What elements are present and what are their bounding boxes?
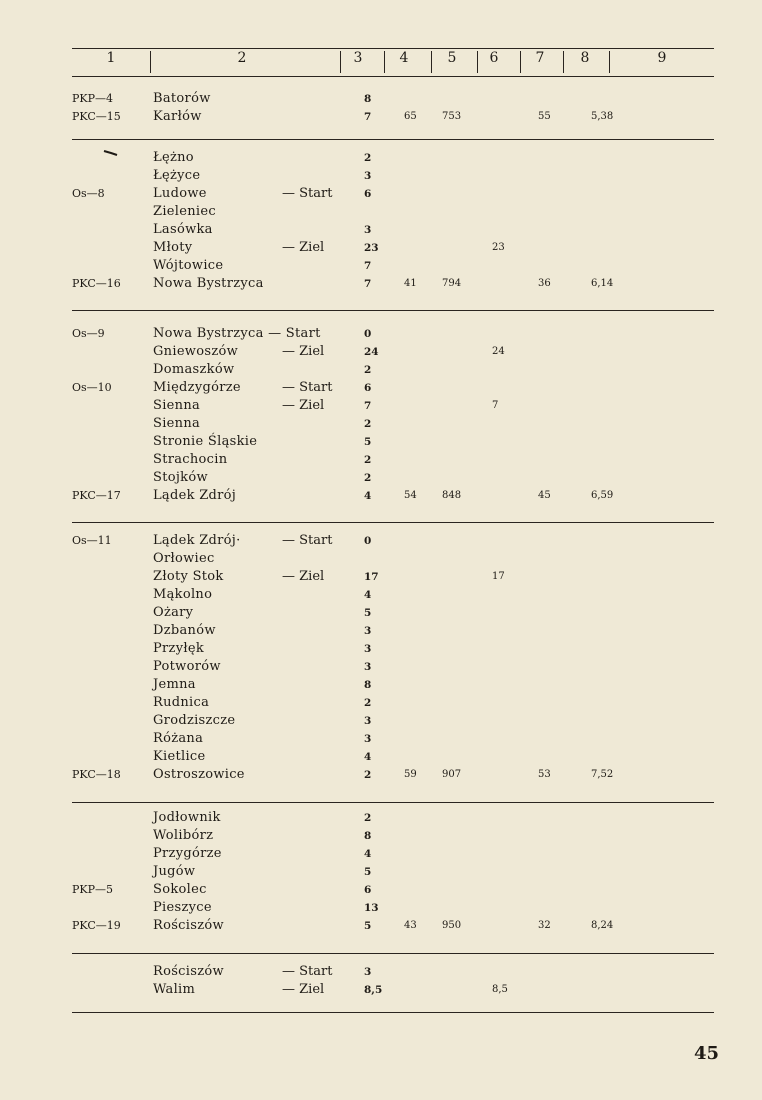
cell-c2: Kietlice bbox=[153, 749, 206, 764]
cell-c2: Lasówka bbox=[153, 222, 213, 237]
cell-c3: 6 bbox=[364, 884, 372, 896]
cell-c1: PKC—17 bbox=[72, 489, 121, 502]
group-divider-rule bbox=[72, 802, 714, 803]
cell-c3: 2 bbox=[364, 812, 372, 824]
cell-c3: 0 bbox=[364, 328, 372, 340]
column-separator bbox=[340, 51, 341, 73]
column-separator bbox=[609, 51, 610, 73]
cell-c3: 3 bbox=[364, 643, 372, 655]
page-number: 45 bbox=[694, 1043, 720, 1064]
column-separator bbox=[563, 51, 564, 73]
group-divider-rule bbox=[72, 953, 714, 954]
cell-c1: Os—8 bbox=[72, 187, 105, 200]
cell-c5: 848 bbox=[442, 490, 462, 501]
cell-c2: Jodłownik bbox=[153, 810, 221, 825]
column-separator bbox=[477, 51, 478, 73]
column-header-6: 6 bbox=[489, 50, 499, 66]
cell-c3: 0 bbox=[364, 535, 372, 547]
cell-c5: 907 bbox=[442, 769, 462, 780]
cell-c3: 2 bbox=[364, 697, 372, 709]
column-separator bbox=[384, 51, 385, 73]
group-divider-rule bbox=[72, 139, 714, 140]
cell-c1: Os—11 bbox=[72, 534, 112, 547]
cell-c2: Sienna bbox=[153, 398, 201, 413]
cell-c3: 3 bbox=[364, 733, 372, 745]
cell-c2: Ludowe bbox=[153, 186, 207, 201]
group-divider-rule bbox=[72, 310, 714, 311]
cell-c1: PKC—19 bbox=[72, 919, 121, 932]
column-header-4: 4 bbox=[399, 50, 409, 66]
cell-c2: Zieleniec bbox=[153, 204, 216, 219]
cell-c4: 59 bbox=[404, 769, 417, 780]
column-separator bbox=[431, 51, 432, 73]
cell-c4: 65 bbox=[404, 111, 417, 122]
column-header-8: 8 bbox=[580, 50, 590, 66]
cell-c2: Wójtowice bbox=[153, 258, 224, 273]
cell-c2: Nowa Bystrzyca bbox=[153, 276, 264, 291]
cell-c6: 8,5 bbox=[492, 984, 508, 995]
cell-c3: 17 bbox=[364, 571, 379, 583]
cell-c2: Dzbanów bbox=[153, 623, 216, 638]
cell-c3: 5 bbox=[364, 866, 372, 878]
cell-sl: — Start bbox=[282, 964, 333, 979]
column-header-5: 5 bbox=[447, 50, 457, 66]
cell-c2: Ostroszowice bbox=[153, 767, 245, 782]
column-separator bbox=[150, 51, 151, 73]
cell-c2: Potworów bbox=[153, 659, 221, 674]
column-header-9: 9 bbox=[657, 50, 667, 66]
column-header-2: 2 bbox=[237, 50, 247, 66]
cell-c3: 24 bbox=[364, 346, 379, 358]
cell-c8: 6,14 bbox=[591, 278, 614, 289]
cell-c1: PKC—16 bbox=[72, 277, 121, 290]
cell-c3: 13 bbox=[364, 902, 379, 914]
cell-c2: Nowa Bystrzyca — Start bbox=[153, 326, 321, 341]
cell-c3: 5 bbox=[364, 607, 372, 619]
cell-c5: 794 bbox=[442, 278, 462, 289]
column-header-7: 7 bbox=[535, 50, 545, 66]
cell-c7: 45 bbox=[538, 490, 551, 501]
cell-c2: Wolibórz bbox=[153, 828, 214, 843]
group-divider-rule bbox=[72, 1012, 714, 1013]
cell-c2: Karłów bbox=[153, 109, 202, 124]
cell-c2: Jemna bbox=[153, 677, 196, 692]
cell-sl: — Start bbox=[282, 533, 333, 548]
cell-c3: 3 bbox=[364, 966, 372, 978]
cell-c7: 53 bbox=[538, 769, 551, 780]
cell-c3: 2 bbox=[364, 418, 372, 430]
cell-c2: Złoty Stok bbox=[153, 569, 224, 584]
cell-c3: 7 bbox=[364, 400, 372, 412]
cell-c3: 4 bbox=[364, 589, 372, 601]
cell-c4: 41 bbox=[404, 278, 417, 289]
cell-c3: 4 bbox=[364, 490, 372, 502]
cell-c6: 24 bbox=[492, 346, 505, 357]
column-separator bbox=[520, 51, 521, 73]
cell-c3: 8,5 bbox=[364, 984, 383, 996]
cell-c2: Sokolec bbox=[153, 882, 207, 897]
cell-c5: 753 bbox=[442, 111, 462, 122]
cell-c2: Przygórze bbox=[153, 846, 222, 861]
cell-c3: 6 bbox=[364, 188, 372, 200]
cell-c1: PKC—18 bbox=[72, 768, 121, 781]
cell-c2: Pieszyce bbox=[153, 900, 212, 915]
cell-c3: 8 bbox=[364, 830, 372, 842]
cell-c2: Przyłęk bbox=[153, 641, 205, 656]
cell-c2: Rościszów bbox=[153, 964, 224, 979]
cell-c2: Grodziszcze bbox=[153, 713, 236, 728]
cell-c4: 54 bbox=[404, 490, 417, 501]
cell-c3: 3 bbox=[364, 661, 372, 673]
cell-c3: 7 bbox=[364, 278, 372, 290]
cell-c6: 17 bbox=[492, 571, 505, 582]
cell-c3: 5 bbox=[364, 436, 372, 448]
cell-c2: Łężno bbox=[153, 150, 194, 165]
table-top-rule bbox=[72, 48, 714, 49]
cell-c3: 8 bbox=[364, 679, 372, 691]
cell-c8: 5,38 bbox=[591, 111, 614, 122]
cell-sl: — Ziel bbox=[282, 398, 325, 413]
cell-c3: 2 bbox=[364, 454, 372, 466]
cell-sl: — Start bbox=[282, 380, 333, 395]
cell-c1: PKP—5 bbox=[72, 883, 114, 896]
cell-c1: PKP—4 bbox=[72, 92, 114, 105]
cell-c2: Stronie Śląskie bbox=[153, 434, 258, 449]
cell-c3: 8 bbox=[364, 93, 372, 105]
cell-c3: 2 bbox=[364, 364, 372, 376]
cell-c2: Walim bbox=[153, 982, 196, 997]
cell-c2: Rościszów bbox=[153, 918, 224, 933]
cell-c2: Jugów bbox=[153, 864, 196, 879]
cell-c3: 5 bbox=[364, 920, 372, 932]
cell-c2: Ożary bbox=[153, 605, 194, 620]
cell-c3: 3 bbox=[364, 715, 372, 727]
header-bottom-rule bbox=[72, 76, 714, 77]
cell-c7: 36 bbox=[538, 278, 551, 289]
cell-c4: 43 bbox=[404, 920, 417, 931]
ink-mark bbox=[103, 150, 125, 156]
cell-c6: 7 bbox=[492, 400, 499, 411]
cell-sl: — Ziel bbox=[282, 240, 325, 255]
cell-c3: 2 bbox=[364, 769, 372, 781]
cell-c1: Os—10 bbox=[72, 381, 112, 394]
cell-c2: Mąkolno bbox=[153, 587, 213, 602]
cell-c3: 4 bbox=[364, 751, 372, 763]
cell-c8: 7,52 bbox=[591, 769, 614, 780]
cell-c2: Strachocin bbox=[153, 452, 228, 467]
cell-c1: Os—9 bbox=[72, 327, 105, 340]
cell-c3: 3 bbox=[364, 625, 372, 637]
cell-sl: — Ziel bbox=[282, 344, 325, 359]
cell-c2: Rudnica bbox=[153, 695, 210, 710]
cell-sl: — Ziel bbox=[282, 982, 325, 997]
cell-c8: 8,24 bbox=[591, 920, 614, 931]
cell-c7: 55 bbox=[538, 111, 551, 122]
cell-c2: Międzygórze bbox=[153, 380, 241, 395]
cell-c2: Sienna bbox=[153, 416, 201, 431]
cell-c5: 950 bbox=[442, 920, 462, 931]
cell-c2: Batorów bbox=[153, 91, 211, 106]
cell-c2: Lądek Zdrój bbox=[153, 488, 237, 503]
cell-c2: Lądek Zdrój· bbox=[153, 533, 241, 548]
cell-c2: Stojków bbox=[153, 470, 208, 485]
cell-c3: 4 bbox=[364, 848, 372, 860]
cell-c3: 7 bbox=[364, 260, 372, 272]
cell-sl: — Ziel bbox=[282, 569, 325, 584]
cell-c3: 6 bbox=[364, 382, 372, 394]
column-header-3: 3 bbox=[353, 50, 363, 66]
cell-c2: Młoty bbox=[153, 240, 193, 255]
group-divider-rule bbox=[72, 522, 714, 523]
cell-c3: 7 bbox=[364, 111, 372, 123]
column-header-1: 1 bbox=[106, 50, 116, 66]
cell-c3: 23 bbox=[364, 242, 379, 254]
cell-c2: Orłowiec bbox=[153, 551, 215, 566]
cell-c3: 2 bbox=[364, 472, 372, 484]
cell-c3: 2 bbox=[364, 152, 372, 164]
cell-c2: Łężyce bbox=[153, 168, 201, 183]
cell-c6: 23 bbox=[492, 242, 505, 253]
cell-c3: 3 bbox=[364, 170, 372, 182]
cell-c1: PKC—15 bbox=[72, 110, 121, 123]
cell-c7: 32 bbox=[538, 920, 551, 931]
cell-c3: 3 bbox=[364, 224, 372, 236]
cell-c2: Różana bbox=[153, 731, 204, 746]
cell-c2: Domaszków bbox=[153, 362, 235, 377]
cell-sl: — Start bbox=[282, 186, 333, 201]
cell-c2: Gniewoszów bbox=[153, 344, 239, 359]
cell-c8: 6,59 bbox=[591, 490, 614, 501]
